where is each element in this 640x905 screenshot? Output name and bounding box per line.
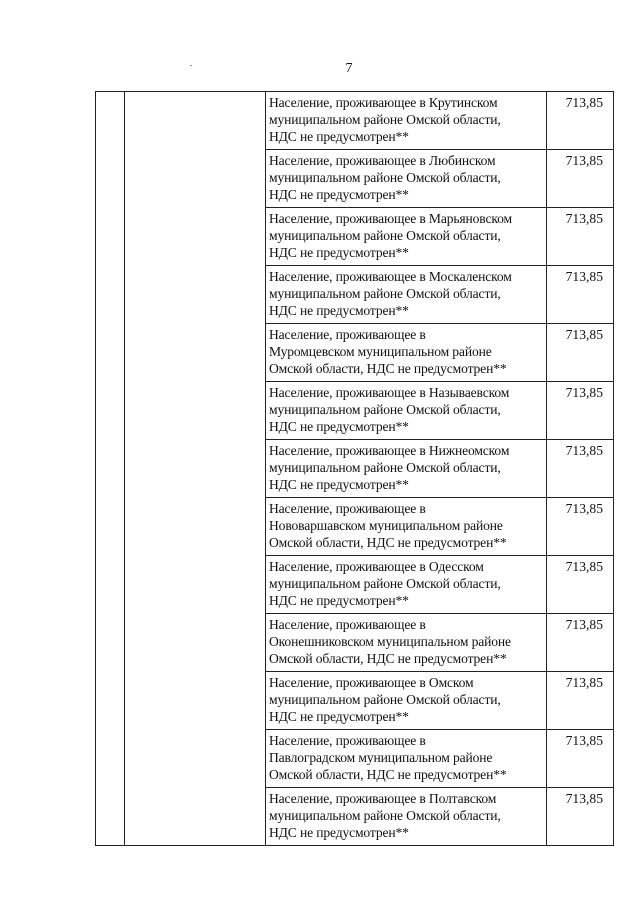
consumer-cell	[266, 324, 547, 382]
tariff-cell	[547, 266, 614, 324]
consumer-description: Население, проживающее в Марьяновском муниципальном районе Омской области, НДС не предусмотрен**	[269, 211, 512, 260]
consumer-description: Население, проживающее в Любинском муниципальном районе Омской области, НДС не предусмотрен**	[269, 153, 501, 202]
tariff-value: 713,85	[565, 617, 603, 632]
tariff-cell	[547, 614, 614, 672]
tariff-value: 713,85	[565, 733, 603, 748]
empty-cell-col-b	[125, 92, 266, 846]
consumer-description: Население, проживающее в Оконешниковском муниципальном районе Омской области, НДС не предусмотрен**	[269, 617, 511, 666]
empty-cell-col-a	[96, 92, 125, 846]
consumer-cell	[266, 672, 547, 730]
consumer-cell	[266, 730, 547, 788]
consumer-cell	[266, 382, 547, 440]
tariff-value: 713,85	[565, 675, 603, 690]
consumer-description: Население, проживающее в Нововаршавском муниципальном районе Омской области, НДС не предусмотрен**	[269, 501, 507, 550]
consumer-cell	[266, 788, 547, 846]
consumer-cell	[266, 92, 547, 150]
tariff-cell	[547, 92, 614, 150]
tariff-value: 713,85	[565, 153, 603, 168]
page-number: 7	[345, 61, 353, 76]
consumer-description: Население, проживающее в Муромцевском муниципальном районе Омской области, НДС не предусмотрен**	[269, 327, 507, 376]
consumer-cell	[266, 556, 547, 614]
consumer-cell	[266, 266, 547, 324]
tariff-cell	[547, 730, 614, 788]
tariff-cell	[547, 150, 614, 208]
table-row	[96, 92, 614, 150]
consumer-description: Население, проживающее в Одесском муниципальном районе Омской области, НДС не предусмотрен**	[269, 559, 501, 608]
tariff-value: 713,85	[565, 559, 603, 574]
tariff-value: 713,85	[565, 791, 603, 806]
tariff-cell	[547, 672, 614, 730]
consumer-description: Население, проживающее в Омском муниципальном районе Омской области, НДС не предусмотрен**	[269, 675, 501, 724]
tariff-cell	[547, 440, 614, 498]
tariff-value: 713,85	[565, 385, 603, 400]
consumer-cell	[266, 150, 547, 208]
consumer-cell	[266, 440, 547, 498]
consumer-description: Население, проживающее в Москаленском муниципальном районе Омской области, НДС не предусмотрен**	[269, 269, 512, 318]
consumer-description: Население, проживающее в Нижнеомском муниципальном районе Омской области, НДС не предусмотрен**	[269, 443, 510, 492]
consumer-cell	[266, 498, 547, 556]
tariff-value: 713,85	[565, 269, 603, 284]
tariff-value: 713,85	[565, 95, 603, 110]
tariff-cell	[547, 324, 614, 382]
tariff-cell	[547, 498, 614, 556]
scan-artifact	[190, 65, 192, 66]
tariff-value: 713,85	[565, 327, 603, 342]
tariff-value: 713,85	[565, 501, 603, 516]
consumer-cell	[266, 614, 547, 672]
tariff-cell	[547, 788, 614, 846]
tariff-cell	[547, 382, 614, 440]
tariff-cell	[547, 208, 614, 266]
tariff-table	[95, 91, 614, 846]
tariff-cell	[547, 556, 614, 614]
tariff-value: 713,85	[565, 211, 603, 226]
tariff-value: 713,85	[565, 443, 603, 458]
consumer-description: Население, проживающее в Павлоградском муниципальном районе Омской области, НДС не предусмотрен**	[269, 733, 507, 782]
consumer-description: Население, проживающее в Называевском муниципальном районе Омской области, НДС не предусмотрен**	[269, 385, 510, 434]
consumer-cell	[266, 208, 547, 266]
consumer-description: Население, проживающее в Полтавском муниципальном районе Омской области, НДС не предусмотрен**	[269, 791, 501, 840]
consumer-description: Население, проживающее в Крутинском муниципальном районе Омской области, НДС не предусмотрен**	[269, 95, 501, 144]
